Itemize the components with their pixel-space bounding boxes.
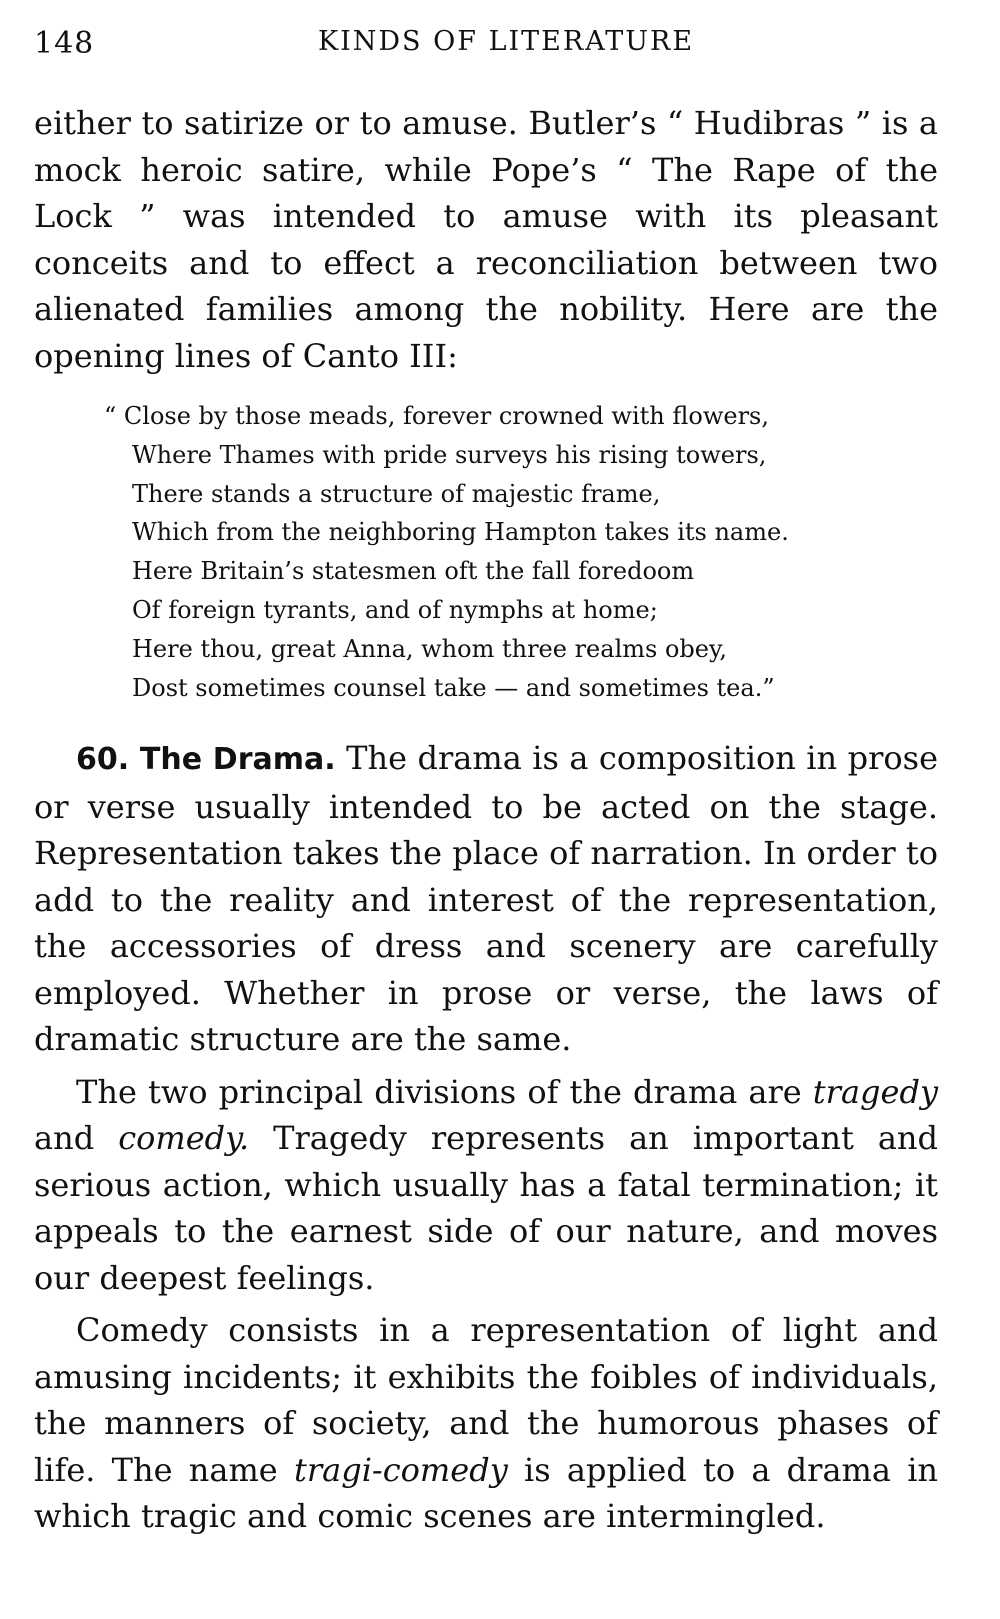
comedy-paragraph xyxy=(34,1307,938,1540)
verse-quotation xyxy=(34,397,938,707)
verse-line: “ Close by those meads, forever crowned with flowers, xyxy=(104,402,769,430)
divisions-text-1: The two principal divisions of the drama are xyxy=(76,1072,802,1111)
divisions-paragraph xyxy=(34,1069,938,1302)
section-heading: 60. The Drama. xyxy=(76,742,336,778)
term-tragi-comedy: tragi-comedy xyxy=(293,1450,508,1489)
verse-line: Of foreign tyrants, and of nymphs at home; xyxy=(132,595,658,624)
divisions-text-3: Tragedy represents an important and serious action, which usually has a fatal termination; it appeals to the earnest side of our nature, and moves our deepest feelings. xyxy=(34,1119,939,1297)
running-head xyxy=(34,18,938,62)
comedy-text-1: Comedy consists in a representation of light and amusing incidents; it exhibits the foibles of individuals, the manners of society, and the humorous phases of life. The name xyxy=(34,1311,938,1489)
drama-text: The drama is a composition in prose or verse usually intended to be acted on the stage. Representation takes the place of narration. In order to add to the reality and interest of the representation, the accessories of dress and scenery are carefully employed. Whether in prose or verse, the laws of dramatic structure are the same. xyxy=(34,739,939,1059)
intro-paragraph: either to satirize or to amuse. Butler’s “ Hudibras ” is a mock heroic satire, while Pope’s “ The Rape of the Lock ” was intended to amuse with its pleasant conceits and to effect a reconciliation between two alienated families among the nobility. Here are the opening lines of Canto III: xyxy=(34,104,938,375)
verse-line: There stands a structure of majestic frame, xyxy=(132,479,661,508)
comedy-text-2: is applied to a drama in which tragic and comic scenes are intermingled. xyxy=(34,1450,939,1536)
verse-line: Here thou, great Anna, whom three realms obey, xyxy=(132,634,727,663)
running-title: KINDS OF LITERATURE xyxy=(317,26,695,57)
term-comedy: comedy. xyxy=(118,1119,250,1158)
verse-line: Where Thames with pride surveys his rising towers, xyxy=(132,440,767,469)
verse-line: Which from the neighboring Hampton takes its name. xyxy=(132,518,789,547)
term-tragedy: tragedy xyxy=(812,1072,939,1111)
verse-line: Here Britain’s statesmen oft the fall foredoom xyxy=(132,557,695,586)
verse-line: Dost sometimes counsel take — and sometimes tea.” xyxy=(132,673,775,702)
page-number: 148 xyxy=(34,26,95,61)
divisions-text-2: and xyxy=(34,1119,95,1158)
drama-paragraph xyxy=(34,735,938,1063)
